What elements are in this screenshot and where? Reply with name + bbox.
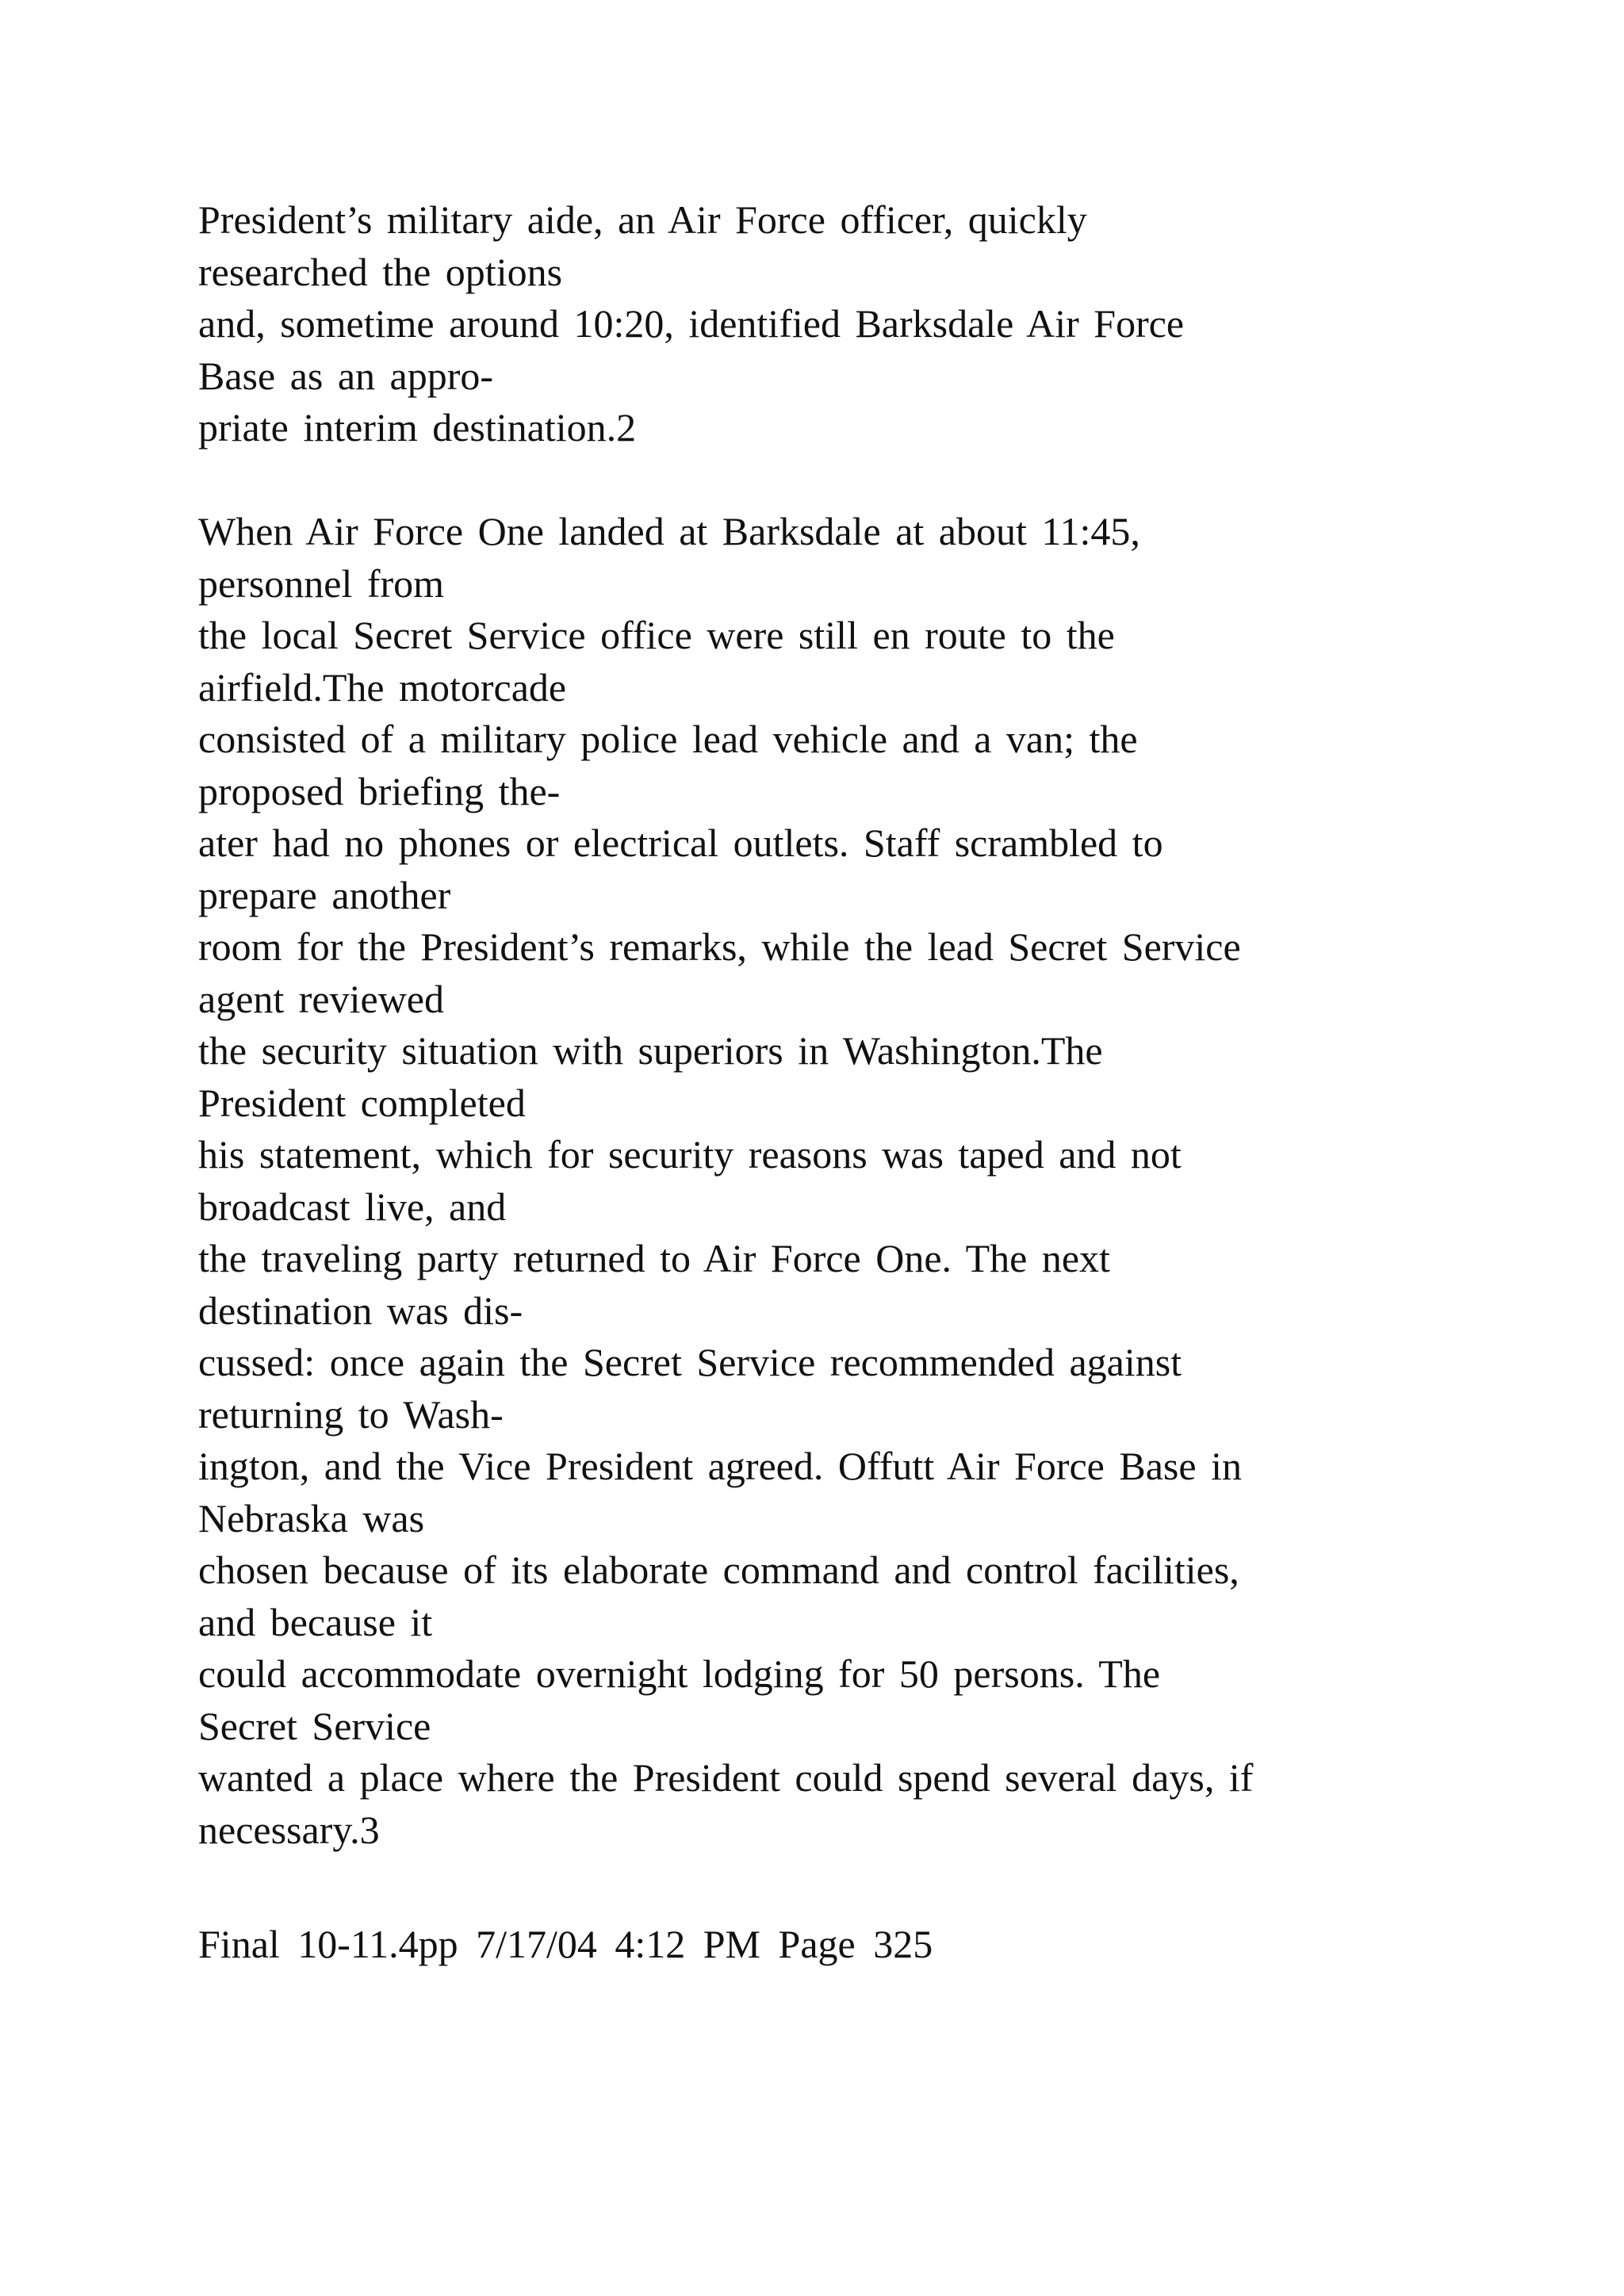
text-line: personnel from (198, 561, 445, 606)
text-line: prepare another (198, 872, 451, 917)
text-line: and, sometime around 10:20, identified Barksdale Air Force (198, 301, 1185, 346)
text-line: and because it (198, 1599, 433, 1644)
text-line: wanted a place where the President could spend several days, if (198, 1755, 1254, 1800)
text-line: ington, and the Vice President agreed. Offutt Air Force Base in (198, 1444, 1242, 1488)
text-line: broadcast live, and (198, 1184, 507, 1229)
text-line: cussed: once again the Secret Service recommended against (198, 1340, 1182, 1384)
text-line: necessary.3 (198, 1807, 380, 1852)
footer-text: Final 10-11.4pp 7/17/04 4:12 PM Page 325 (198, 1922, 933, 1966)
text-line: President’s military aide, an Air Force officer, quickly (198, 197, 1087, 242)
text-line: his statement, which for security reasons was taped and not (198, 1132, 1182, 1177)
text-line: destination was dis- (198, 1288, 523, 1333)
text-line: When Air Force One landed at Barksdale at about 11:45, (198, 509, 1140, 553)
text-line: Base as an appro- (198, 353, 494, 398)
text-line: agent reviewed (198, 976, 445, 1021)
text-line: ater had no phones or electrical outlets. Staff scrambled to (198, 821, 1163, 865)
text-line: returning to Wash- (198, 1391, 504, 1437)
text-line: researched the options (198, 249, 563, 294)
paragraph-1 (198, 194, 1435, 454)
paragraph-2 (198, 506, 1435, 1856)
text-line: could accommodate overnight lodging for 50 persons. The (198, 1651, 1161, 1696)
text-line: airfield.The motorcade (198, 664, 567, 710)
text-line: the security situation with superiors in Washington.The (198, 1028, 1103, 1073)
text-line: chosen because of its elaborate command and control facilities, (198, 1548, 1239, 1592)
text-line: the traveling party returned to Air Force One. The next (198, 1236, 1110, 1280)
page-footer (198, 1919, 1435, 1971)
text-line: Nebraska was (198, 1495, 425, 1540)
text-line: Secret Service (198, 1703, 431, 1748)
text-line: President completed (198, 1080, 526, 1125)
text-line: proposed briefing the- (198, 768, 561, 813)
text-line: consisted of a military police lead vehicle and a van; the (198, 717, 1138, 761)
text-line: priate interim destination.2 (198, 405, 637, 450)
text-line: the local Secret Service office were still en route to the (198, 613, 1115, 657)
text-line: room for the President’s remarks, while the lead Secret Service (198, 924, 1241, 969)
